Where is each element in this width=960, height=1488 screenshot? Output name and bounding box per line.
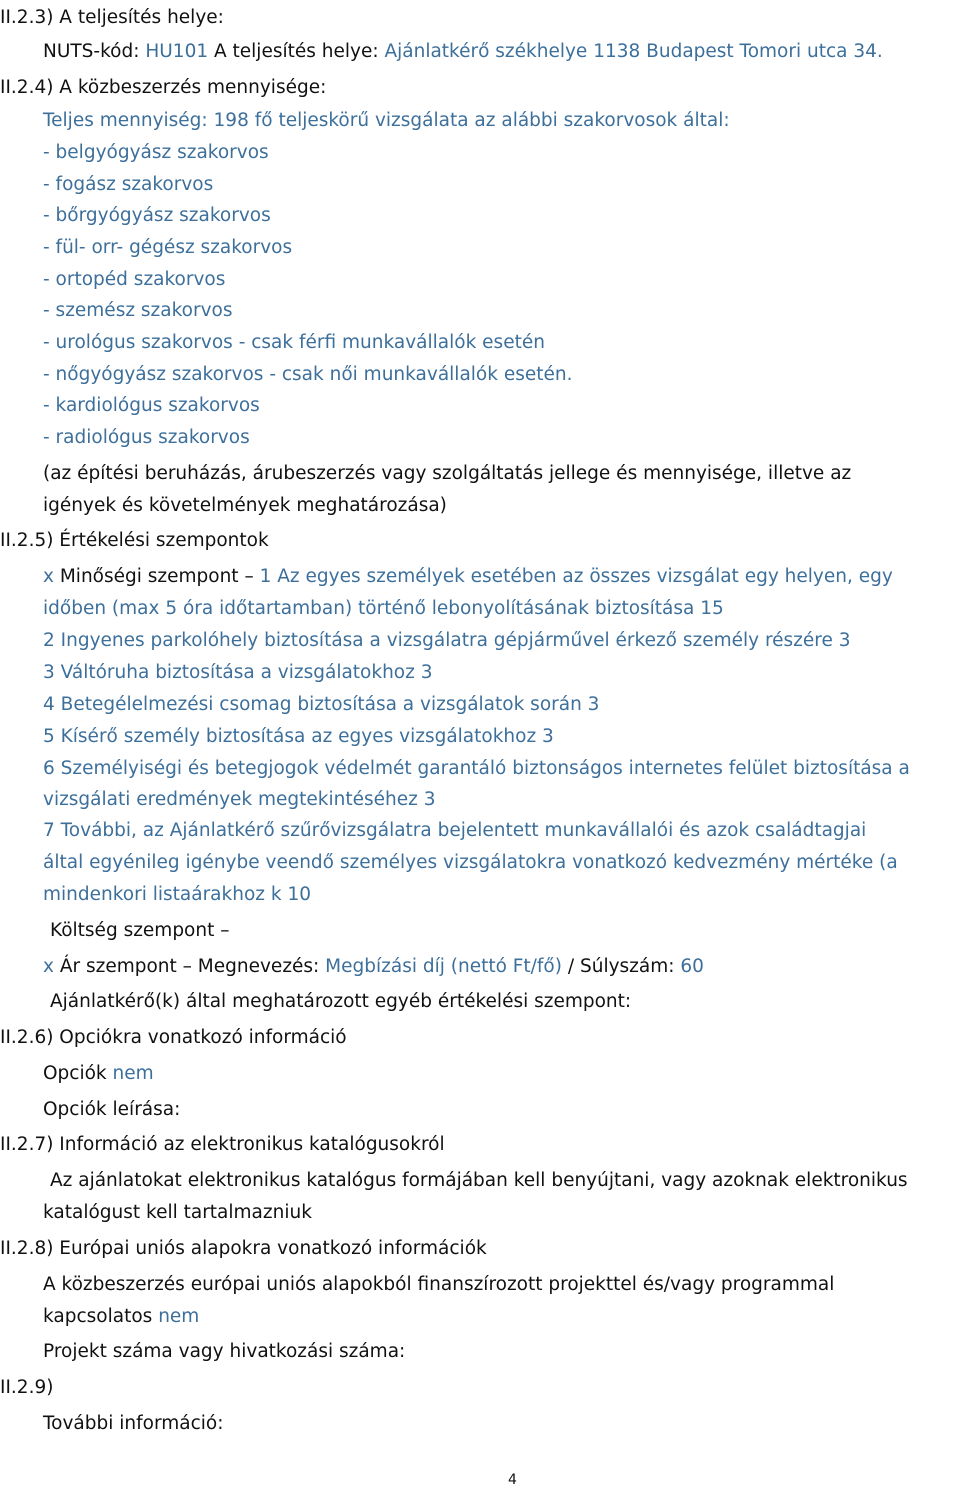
quality-criteria-line xyxy=(43,561,893,593)
price-name: Megbízási díj (nettó Ft/fő) xyxy=(325,956,562,977)
other-criteria-label: Ajánlatkérő(k) által meghatározott egyéb értékelési szempont: xyxy=(50,991,632,1012)
catalogue-text: Az ajánlatokat elektronikus katalógus formájában kell benyújtani, vagy azoknak elektronikus xyxy=(50,1170,908,1191)
nuts-label: NUTS-kód: xyxy=(43,41,140,62)
options-value: nem xyxy=(112,1063,154,1084)
quantity-line: - szemész szakorvos xyxy=(43,300,233,321)
quantity-line: - kardiológus szakorvos xyxy=(43,395,260,416)
weight-value: 60 xyxy=(680,956,704,977)
quantity-line: - bőrgyógyász szakorvos xyxy=(43,205,271,226)
place-value: Ajánlatkérő székhelye 1138 Budapest Tomori utca 34. xyxy=(384,41,883,62)
eu-funds-value: nem xyxy=(158,1306,200,1327)
price-mark: x xyxy=(43,956,54,977)
page-number: 4 xyxy=(508,1472,517,1488)
cost-criteria-label: Költség szempont – xyxy=(50,920,230,941)
price-label: Ár szempont – Megnevezés: xyxy=(59,956,320,977)
place-label: A teljesítés helye: xyxy=(214,41,379,62)
eu-funds-text: A közbeszerzés európai uniós alapokból finanszírozott projekttel és/vagy programmal xyxy=(43,1274,835,1295)
criterion-text: 7 További, az Ajánlatkérő szűrővizsgálatra bejelentett munkavállalói és azok családtagjai xyxy=(43,820,867,841)
criterion-text: mindenkori listaárakhoz k 10 xyxy=(43,884,312,905)
options-line xyxy=(43,1058,154,1090)
quality-label: Minőségi szempont – xyxy=(59,566,254,587)
options-description-label: Opciók leírása: xyxy=(43,1099,181,1120)
criterion-text: vizsgálati eredmények megtekintéséhez 3 xyxy=(43,789,436,810)
eu-funds-label: kapcsolatos xyxy=(43,1306,153,1327)
price-criteria-line xyxy=(43,951,704,983)
criterion-text: 1 Az egyes személyek esetében az összes vizsgálat egy helyen, egy xyxy=(259,566,893,587)
quantity-line: - fül- orr- gégész szakorvos xyxy=(43,237,293,258)
quantity-line: - urológus szakorvos - csak férfi munkavállalók esetén xyxy=(43,332,545,353)
eu-funds-line xyxy=(43,1301,199,1333)
criterion-text: 5 Kísérő személy biztosítása az egyes vizsgálatokhoz 3 xyxy=(43,726,554,747)
catalogue-text: katalógust kell tartalmazniuk xyxy=(43,1202,312,1223)
project-number-label: Projekt száma vagy hivatkozási száma: xyxy=(43,1341,406,1362)
quantity-line: - ortopéd szakorvos xyxy=(43,269,226,290)
quantity-line: - fogász szakorvos xyxy=(43,174,214,195)
criterion-text: 3 Váltóruha biztosítása a vizsgálatokhoz 3 xyxy=(43,662,433,683)
quantity-line: Teljes mennyiség: 198 fő teljeskörű vizsgálata az alábbi szakorvosok által: xyxy=(43,110,730,131)
section-heading-2-2-9: II.2.9) xyxy=(0,1377,54,1398)
quantity-line: - belgyógyász szakorvos xyxy=(43,142,269,163)
quantity-note: (az építési beruházás, árubeszerzés vagy szolgáltatás jellege és mennyisége, illetve az xyxy=(43,463,852,484)
criterion-text: időben (max 5 óra időtartamban) történő lebonyolításának biztosítása 15 xyxy=(43,598,724,619)
section-heading-2-2-8: II.2.8) Európai uniós alapokra vonatkozó információk xyxy=(0,1238,487,1259)
weight-label: / Súlyszám: xyxy=(567,956,675,977)
criterion-text: által egyénileg igénybe veendő személyes vizsgálatokra vonatkozó kedvezmény mértéke (a xyxy=(43,852,898,873)
section-heading-2-2-6: II.2.6) Opciókra vonatkozó információ xyxy=(0,1027,347,1048)
criterion-text: 2 Ingyenes parkolóhely biztosítása a vizsgálatra gépjárművel érkező személy részére 3 xyxy=(43,630,851,651)
section-heading-2-2-3: II.2.3) A teljesítés helye: xyxy=(0,7,224,28)
nuts-line xyxy=(43,36,883,68)
options-label: Opciók xyxy=(43,1063,107,1084)
section-heading-2-2-4: II.2.4) A közbeszerzés mennyisége: xyxy=(0,77,327,98)
criterion-text: 4 Betegélelmezési csomag biztosítása a vizsgálatok során 3 xyxy=(43,694,600,715)
section-heading-2-2-7: II.2.7) Információ az elektronikus katalógusokról xyxy=(0,1134,445,1155)
section-heading-2-2-5: II.2.5) Értékelési szempontok xyxy=(0,530,269,551)
quantity-line: - nőgyógyász szakorvos - csak női munkavállalók esetén. xyxy=(43,364,573,385)
criterion-text: 6 Személyiségi és betegjogok védelmét garantáló biztonságos internetes felület biztosítása a xyxy=(43,758,910,779)
quantity-line: - radiológus szakorvos xyxy=(43,427,250,448)
quality-mark: x xyxy=(43,566,54,587)
nuts-code: HU101 xyxy=(145,41,209,62)
quantity-note: igények és követelmények meghatározása) xyxy=(43,495,447,516)
additional-info-label: További információ: xyxy=(43,1413,224,1434)
